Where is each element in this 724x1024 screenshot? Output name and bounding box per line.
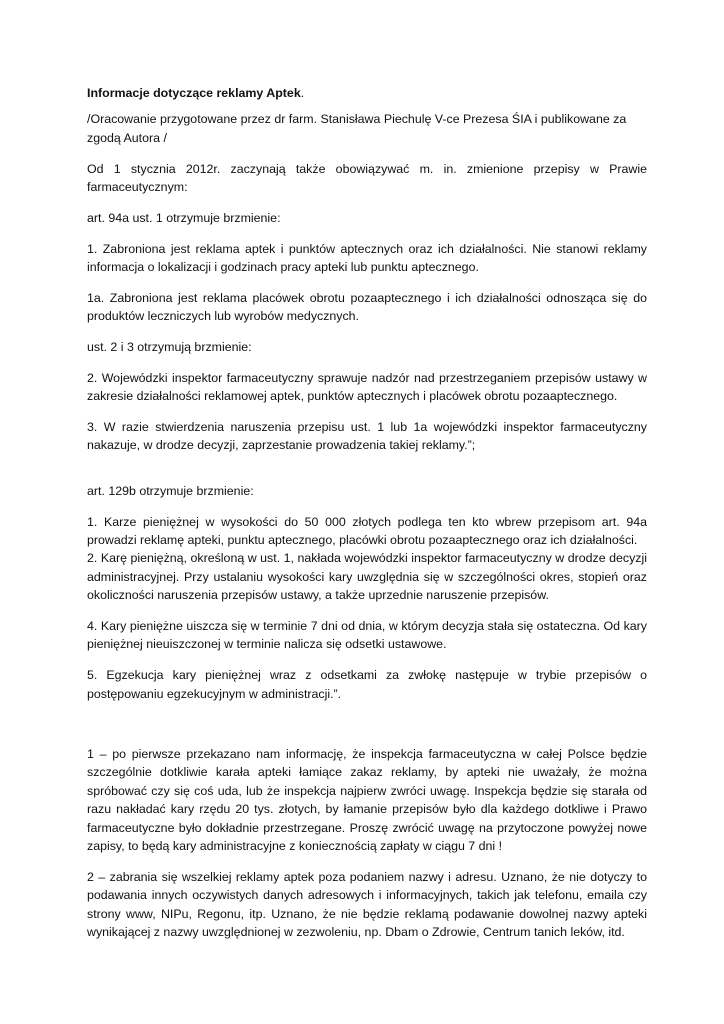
document-title <box>87 84 647 102</box>
art94a-point-1a: 1a. Zabroniona jest reklama placówek obrotu pozaaptecznego i ich działalności odnosząca się do produktów leczniczych lub wyrobów medycznych. <box>87 290 647 324</box>
art129b-point-1: 1. Karze pieniężnej w wysokości do 50 000 złotych podlega ten kto wbrew przepisom art. 94a prowadzi reklamę apteki, punktu aptecznego, placówki obrotu pozaaptecznego oraz ich działalności. <box>87 514 647 548</box>
title-bold: Informacje dotyczące reklamy Aptek <box>87 86 301 100</box>
intro-paragraph: Od 1 stycznia 2012r. zaczynają także obowiązywać m. in. zmienione przepisy w Prawie farmaceutycznym: <box>87 161 647 195</box>
art129b-heading: art. 129b otrzymuje brzmienie: <box>87 483 254 498</box>
author-note: /Oracowanie przygotowane przez dr farm. Stanisława Piechulę V-ce Prezesa ŚIA i publikowane za zgodą Autora / <box>87 112 627 145</box>
ust-2-paragraph: 2. Wojewódzki inspektor farmaceutyczny sprawuje nadzór nad przestrzeganiem przepisów ustawy w zakresie działalności reklamowej aptek, punktów aptecznych i placówek obrotu pozaaptecznego. <box>87 370 647 404</box>
ust23-heading: ust. 2 i 3 otrzymują brzmienie: <box>87 340 252 355</box>
art94a-heading: art. 94a ust. 1 otrzymuje brzmienie: <box>87 210 281 225</box>
comment-1: 1 – po pierwsze przekazano nam informację, że inspekcja farmaceutyczna w całej Polsce będzie szczególnie dotkliwie karała apteki łamiące zakaz reklamy, by apteki nie uważały, że można spróbować czy się coś uda, lub że inspekcja najpierw zwróci uwagę. Inspekcja będzie się starała od razu nakładać kary rzędu 20 tys. złotych, by łamanie przepisów było dla każdego dotkliwe i Prawo farmaceutyczne było dokładnie przestrzegane. Proszę zwrócić uwagę na przytoczone powyżej nowe zapisy, to będą kary administracyjne z koniecznością zapłaty w ciągu 7 dni ! <box>87 747 647 854</box>
art129b-point-2: 2. Karę pieniężną, określoną w ust. 1, nakłada wojewódzki inspektor farmaceutyczny w drodze decyzji administracyjnej. Przy ustalaniu wysokości kary uwzględnia się w szczególności okres, stopień oraz okoliczności naruszenia przepisów ustawy, a także uprzednie naruszenie przepisów. <box>87 551 647 603</box>
art129b-point-5: 5. Egzekucja kary pieniężnej wraz z odsetkami za zwłokę następuje w trybie przepisów o postępowaniu egzekucyjnym w administracji.”. <box>87 668 647 701</box>
art94a-point-1: 1. Zabroniona jest reklama aptek i punktów aptecznych oraz ich działalności. Nie stanowi reklamy informacja o lokalizacji i godzinach pracy apteki lub punktu aptecznego. <box>87 241 647 275</box>
comment-2: 2 – zabrania się wszelkiej reklamy aptek poza podaniem nazwy i adresu. Uznano, że nie dotyczy to podawania innych oczywistych danych adresowych i informacyjnych, takich jak telefonu, emaila czy strony www, NIPu, Regonu, itp. Uznano, że nie będzie reklamą podawanie dowolnej nazwy apteki wynikającej z nazwy uwzględnionej w zezwoleniu, np. Dbam o Zdrowie, Centrum tanich leków, itd. <box>87 869 647 940</box>
title-suffix: . <box>300 86 305 100</box>
document-page <box>87 84 647 954</box>
ust-3-paragraph: 3. W razie stwierdzenia naruszenia przepisu ust. 1 lub 1a wojewódzki inspektor farmaceutyczny nakazuje, w drodze decyzji, zaprzestanie prowadzenia takiej reklamy.”; <box>87 420 647 453</box>
art129b-point-4: 4. Kary pieniężne uiszcza się w terminie 7 dni od dnia, w którym decyzja stała się ostateczna. Od kary pieniężnej nieuiszczonej w terminie nalicza się odsetki ustawowe. <box>87 619 647 652</box>
